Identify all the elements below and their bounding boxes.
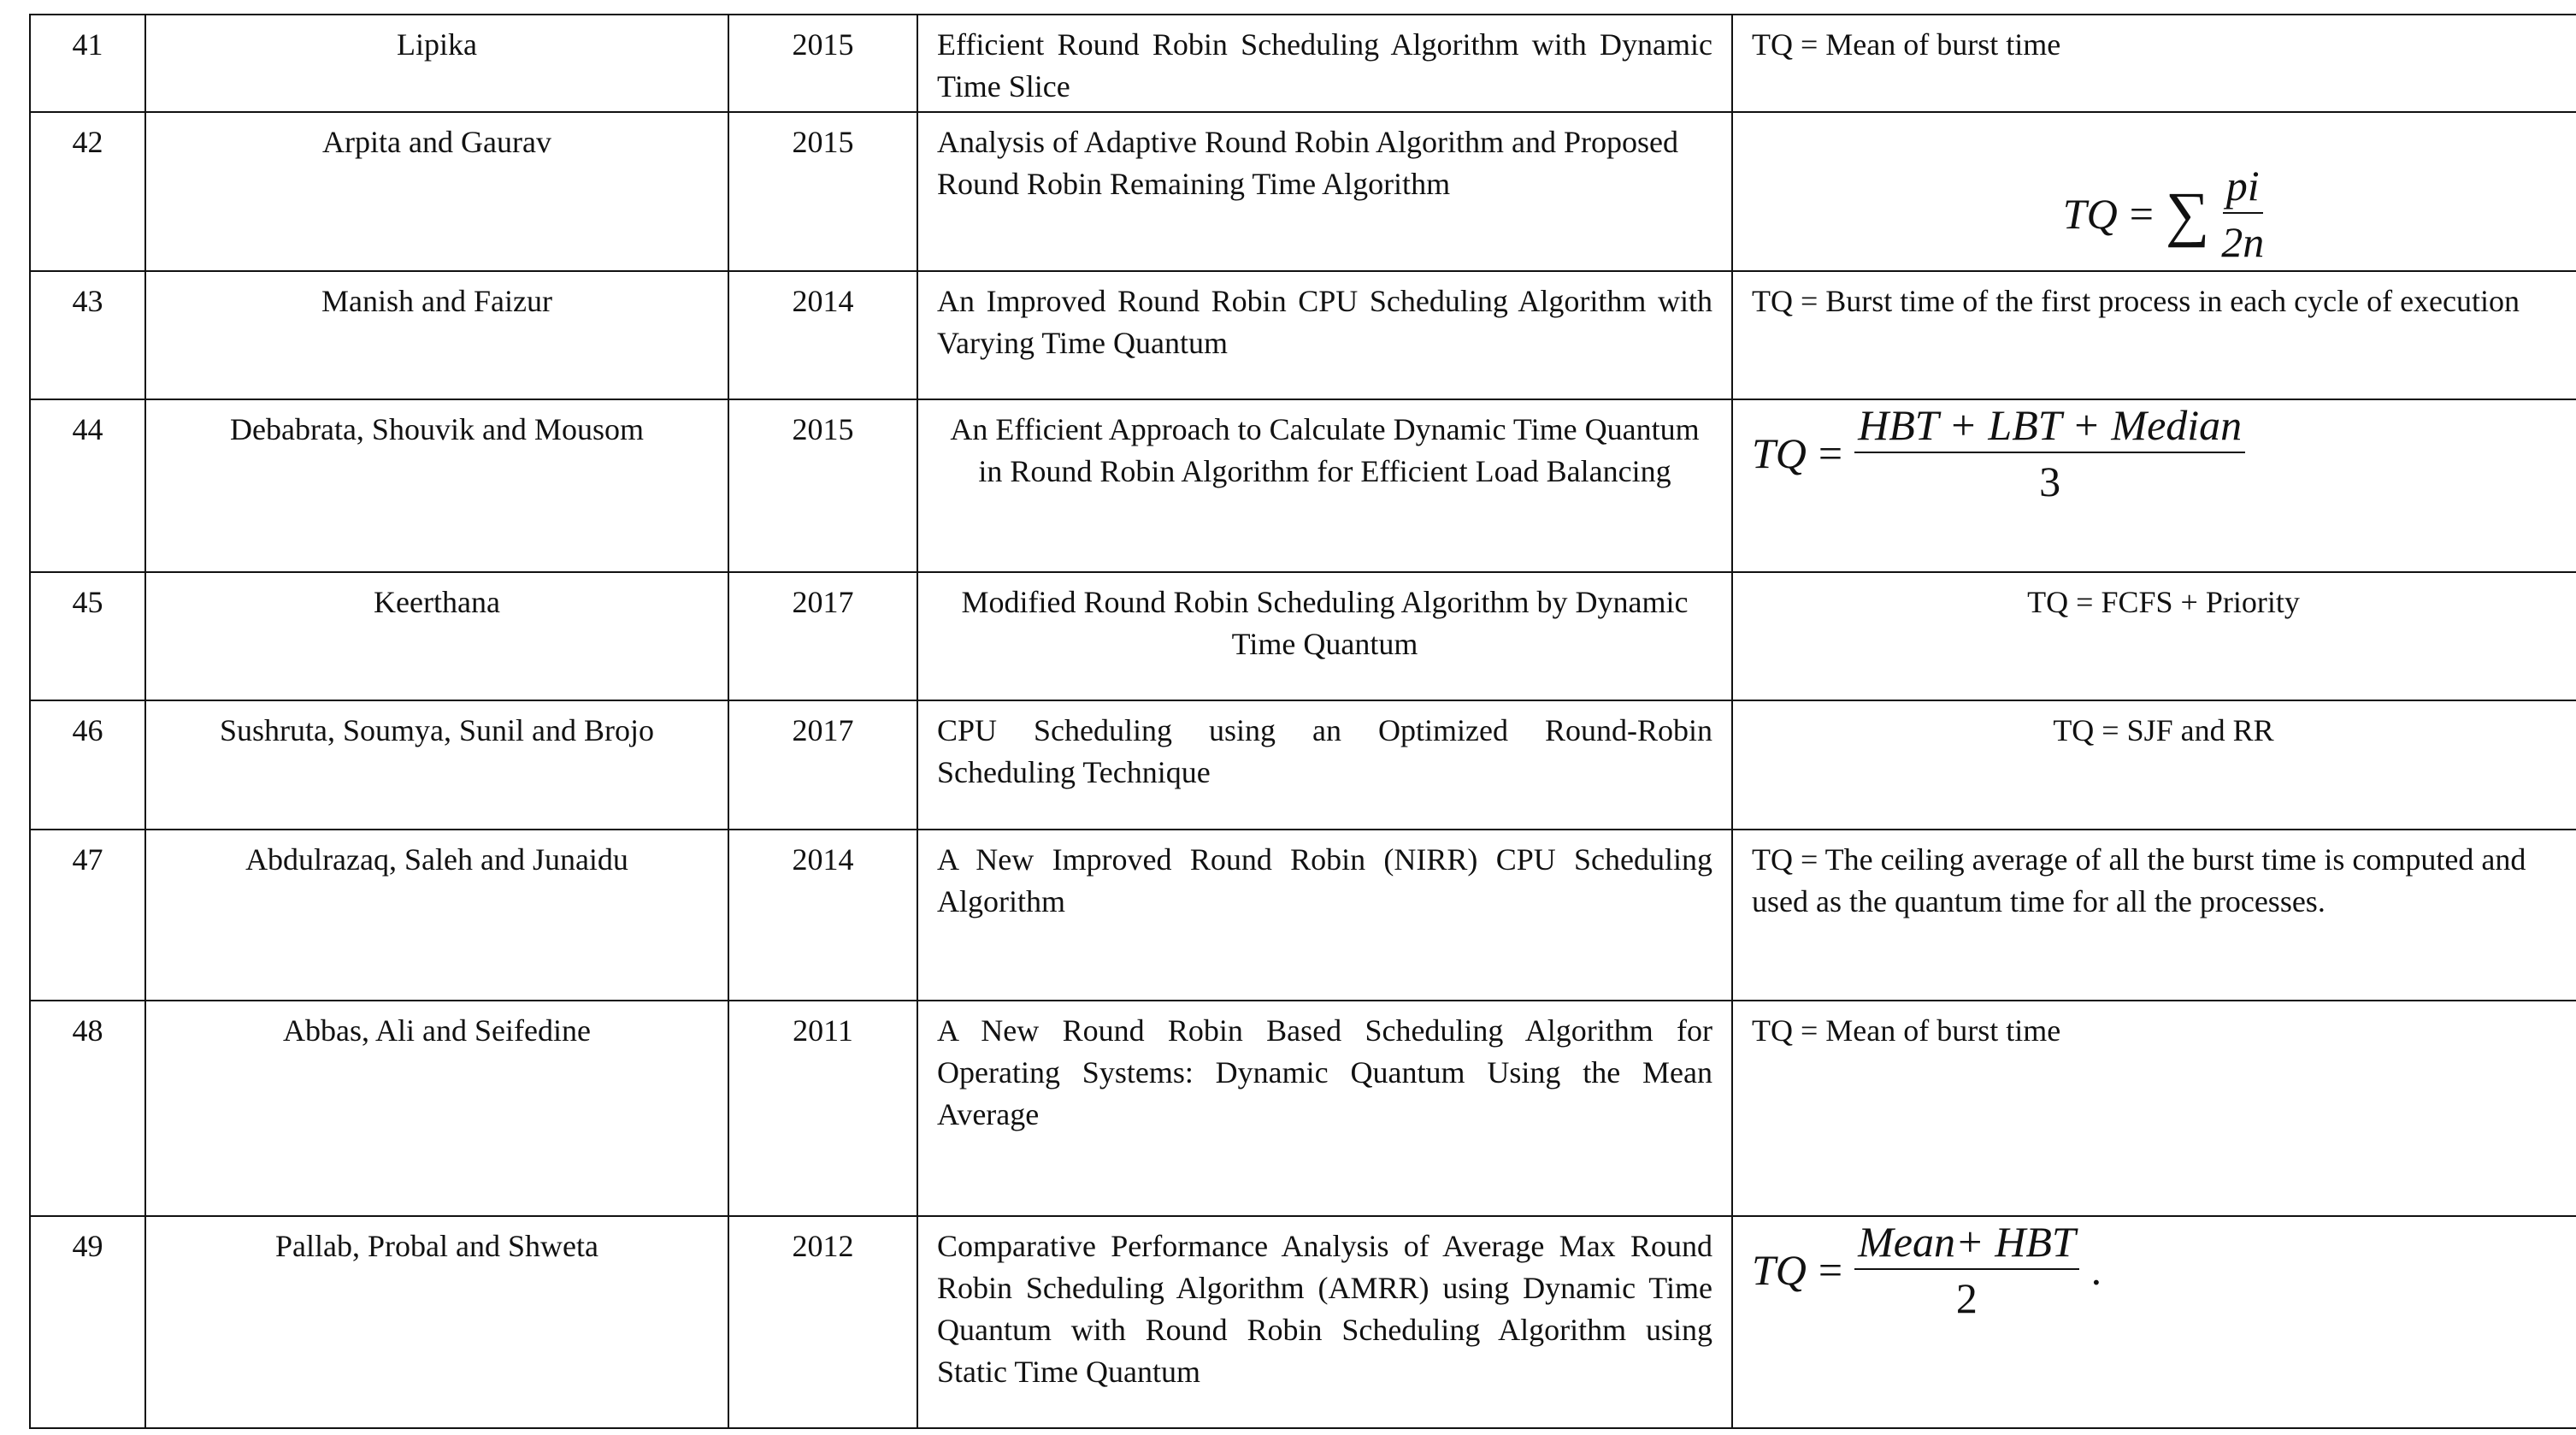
formula-equals: =: [1818, 1246, 1843, 1294]
time-quantum-formula: [1732, 112, 2576, 271]
year: 2014: [728, 271, 917, 399]
table-row: [30, 1001, 2576, 1216]
table-row: [30, 700, 2576, 830]
table-row: [30, 15, 2576, 112]
literature-table: [29, 14, 2576, 1429]
time-quantum: TQ = SJF and RR: [1732, 700, 2576, 830]
year: 2014: [728, 830, 917, 1001]
formula-lhs: TQ: [2062, 190, 2118, 238]
denominator: 3: [2039, 458, 2061, 505]
title: An Efficient Approach to Calculate Dynamic Time Quantum in Round Robin Algorithm for Efficient Load Balancing: [917, 399, 1732, 572]
year: 2012: [728, 1216, 917, 1428]
table-row: [30, 399, 2576, 572]
authors: Pallab, Probal and Shweta: [145, 1216, 728, 1428]
formula-equals: =: [1818, 429, 1843, 477]
row-number: 46: [30, 700, 145, 830]
title: Comparative Performance Analysis of Average Max Round Robin Scheduling Algorithm (AMRR) using Dynamic Time Quantum with Round Robin Scheduling Algorithm using Static Time Quantum: [917, 1216, 1732, 1428]
time-quantum: TQ = Mean of burst time: [1732, 1001, 2576, 1216]
formula-equals: =: [2129, 190, 2154, 238]
table-row: [30, 112, 2576, 271]
authors: Arpita and Gaurav: [145, 112, 728, 271]
title: An Improved Round Robin CPU Scheduling Algorithm with Varying Time Quantum: [917, 271, 1732, 399]
year: 2011: [728, 1001, 917, 1216]
sum-symbol: ∑: [2165, 180, 2210, 248]
table-row: [30, 572, 2576, 700]
time-quantum: TQ = Burst time of the first process in each cycle of execution: [1732, 271, 2576, 399]
title: A New Round Robin Based Scheduling Algorithm for Operating Systems: Dynamic Quantum Using the Mean Average: [917, 1001, 1732, 1216]
formula-lhs: TQ: [1752, 429, 1807, 477]
row-number: 45: [30, 572, 145, 700]
fraction: [2221, 162, 2265, 266]
year: 2015: [728, 399, 917, 572]
authors: Manish and Faizur: [145, 271, 728, 399]
formula-period: .: [2090, 1246, 2102, 1294]
row-number: 47: [30, 830, 145, 1001]
authors: Abdulrazaq, Saleh and Junaidu: [145, 830, 728, 1001]
row-number: 42: [30, 112, 145, 271]
title: Analysis of Adaptive Round Robin Algorithm and Proposed Round Robin Remaining Time Algorithm: [917, 112, 1732, 271]
title: A New Improved Round Robin (NIRR) CPU Scheduling Algorithm: [917, 830, 1732, 1001]
title: Efficient Round Robin Scheduling Algorithm with Dynamic Time Slice: [917, 15, 1732, 112]
row-number: 43: [30, 271, 145, 399]
title: CPU Scheduling using an Optimized Round-Robin Scheduling Technique: [917, 700, 1732, 830]
numerator: Mean+ HBT: [1854, 1220, 2079, 1270]
time-quantum: TQ = FCFS + Priority: [1732, 572, 2576, 700]
authors: Keerthana: [145, 572, 728, 700]
numerator: pi: [2223, 164, 2263, 214]
row-number: 48: [30, 1001, 145, 1216]
table-row: [30, 271, 2576, 399]
title: Modified Round Robin Scheduling Algorithm by Dynamic Time Quantum: [917, 572, 1732, 700]
time-quantum-formula: [1732, 399, 2576, 572]
table-row: [30, 830, 2576, 1001]
formula-lhs: TQ: [1752, 1246, 1807, 1294]
time-quantum: TQ = The ceiling average of all the burst time is computed and used as the quantum time for all the processes.: [1732, 830, 2576, 1001]
table-row: [30, 1216, 2576, 1428]
denominator: 2: [1955, 1274, 1978, 1322]
fraction: [1854, 1220, 2079, 1320]
numerator: HBT + LBT + Median: [1854, 404, 2245, 453]
row-number: 44: [30, 399, 145, 572]
year: 2017: [728, 572, 917, 700]
time-quantum: TQ = Mean of burst time: [1732, 15, 2576, 112]
authors: Lipika: [145, 15, 728, 112]
denominator: 2n: [2221, 218, 2265, 266]
year: 2017: [728, 700, 917, 830]
time-quantum-formula: [1732, 1216, 2576, 1428]
year: 2015: [728, 15, 917, 112]
fraction: [1854, 401, 2245, 505]
authors: Sushruta, Soumya, Sunil and Brojo: [145, 700, 728, 830]
authors: Debabrata, Shouvik and Mousom: [145, 399, 728, 572]
row-number: 41: [30, 15, 145, 112]
row-number: 49: [30, 1216, 145, 1428]
authors: Abbas, Ali and Seifedine: [145, 1001, 728, 1216]
year: 2015: [728, 112, 917, 271]
